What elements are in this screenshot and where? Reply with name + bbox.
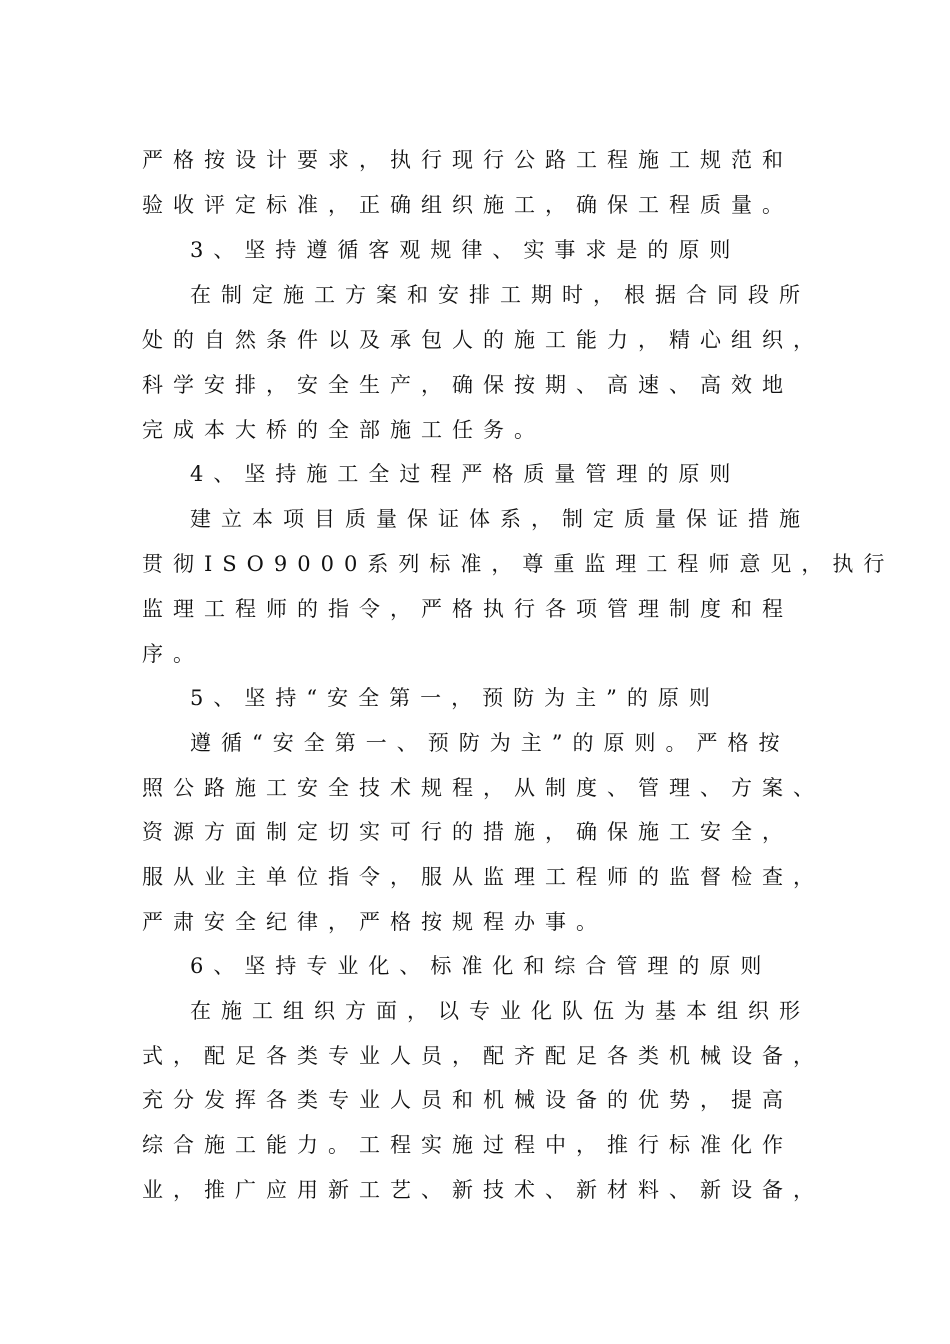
section-heading: 5、坚持“安全第一，预防为主”的原则 (190, 686, 720, 710)
section-heading: 6、坚持专业化、标准化和综合管理的原则 (190, 954, 772, 978)
text-line: 业，推广应用新工艺、新技术、新材料、新设备， (142, 1178, 824, 1202)
text-line: 完成本大桥的全部施工任务。 (142, 418, 545, 442)
text-line: 在制定施工方案和安排工期时，根据合同段所 (190, 283, 810, 307)
text-line: 服从业主单位指令，服从监理工程师的监督检查， (142, 865, 824, 889)
text-line: 序。 (142, 642, 204, 666)
text-line: 综合施工能力。工程实施过程中，推行标准化作 (142, 1133, 793, 1157)
text-line: 资源方面制定切实可行的措施，确保施工安全， (142, 820, 793, 844)
text-line: 严肃安全纪律，严格按规程办事。 (142, 910, 607, 934)
text-line: 处的自然条件以及承包人的施工能力，精心组织， (142, 328, 824, 352)
section-heading: 4、坚持施工全过程严格质量管理的原则 (190, 462, 741, 486)
text-line: 科学安排，安全生产，确保按期、高速、高效地 (142, 373, 793, 397)
text-line: 遵循“安全第一、预防为主”的原则。严格按 (190, 731, 790, 755)
text-line: 充分发挥各类专业人员和机械设备的优势，提高 (142, 1088, 793, 1112)
text-line: 监理工程师的指令，严格执行各项管理制度和程 (142, 597, 793, 621)
text-line: 式，配足各类专业人员，配齐配足各类机械设备， (142, 1044, 824, 1068)
section-heading: 3、坚持遵循客观规律、实事求是的原则 (190, 238, 741, 262)
text-line: 建立本项目质量保证体系，制定质量保证措施 (190, 507, 810, 531)
text-line: 贯彻ISO9000系列标准，尊重监理工程师意见，执行 (142, 552, 895, 576)
text-line: 严格按设计要求，执行现行公路工程施工规范和 (142, 148, 793, 172)
text-line: 在施工组织方面，以专业化队伍为基本组织形 (190, 999, 810, 1023)
text-line: 验收评定标准，正确组织施工，确保工程质量。 (142, 193, 793, 217)
text-line: 照公路施工安全技术规程，从制度、管理、方案、 (142, 776, 824, 800)
